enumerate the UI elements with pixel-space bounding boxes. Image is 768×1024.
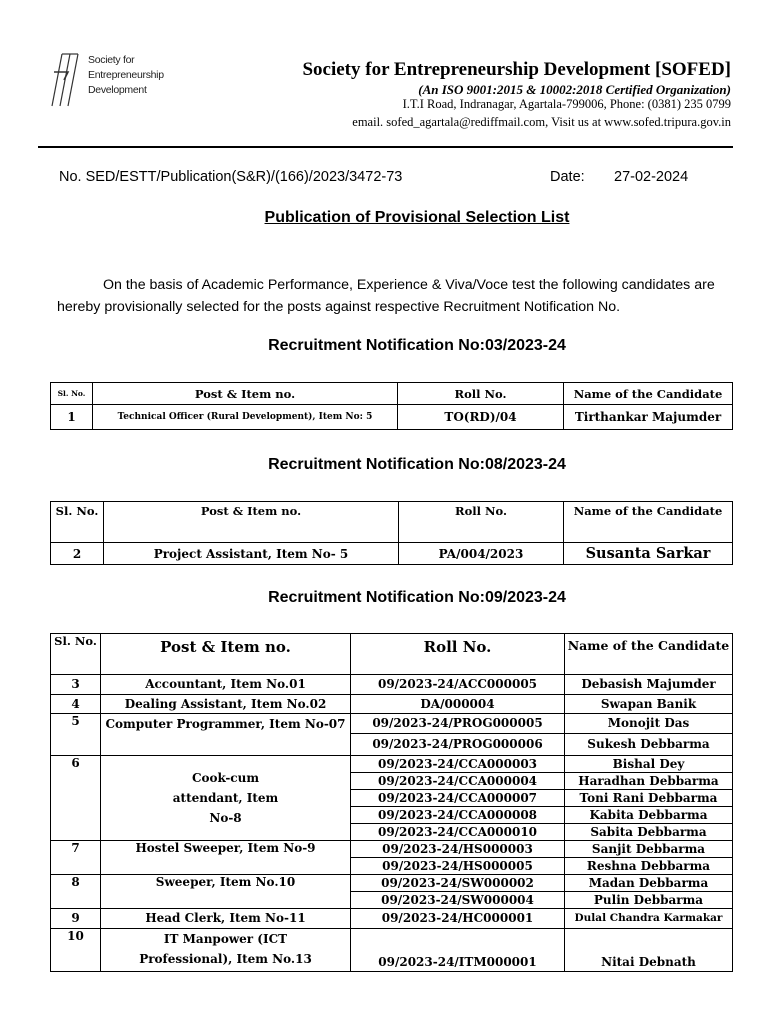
cell-sl: 5 xyxy=(51,714,101,756)
cell-name: Sanjit Debbarma xyxy=(565,841,733,858)
cell-name: Debasish Majumder xyxy=(565,675,733,695)
table-header-row xyxy=(51,634,733,675)
cell-name: Reshna Debbarma xyxy=(565,858,733,875)
cell-roll: 09/2023-24/CCA000003 xyxy=(351,756,565,773)
document-title: Publication of Provisional Selection List xyxy=(264,209,570,226)
cell-sl: 4 xyxy=(51,695,101,714)
col-name: Name of the Candidate xyxy=(564,383,733,405)
cell-name: Dulal Chandra Karmakar xyxy=(565,909,733,929)
col-sl-no: Sl. No. xyxy=(51,634,101,675)
cell-name: Kabita Debbarma xyxy=(565,807,733,824)
table-row xyxy=(51,909,733,929)
cell-roll: 09/2023-24/SW000002 xyxy=(351,875,565,892)
notification-heading-3: Recruitment Notification No:09/2023-24 xyxy=(268,589,566,606)
table-row xyxy=(51,675,733,695)
table-header-row xyxy=(51,383,733,405)
table-row xyxy=(51,695,733,714)
cell-roll: 09/2023-24/HS000003 xyxy=(351,841,565,858)
cell-roll: PA/004/2023 xyxy=(399,543,564,565)
date-label: Date: xyxy=(550,169,585,185)
cell-roll: 09/2023-24/PROG000005 xyxy=(351,714,565,734)
cell-sl: 1 xyxy=(51,405,93,430)
org-email-website: email. sofed_agartala@rediffmail.com, Visit us at www.sofed.tripura.gov.in xyxy=(352,115,731,129)
col-name: Name of the Candidate xyxy=(564,502,733,543)
cell-name: Madan Debbarma xyxy=(565,875,733,892)
cell-roll: DA/000004 xyxy=(351,695,565,714)
cell-post: Project Assistant, Item No- 5 xyxy=(104,543,399,565)
col-roll: Roll No. xyxy=(351,634,565,675)
cell-post: Accountant, Item No.01 xyxy=(101,675,351,695)
table-header-row xyxy=(51,502,733,543)
cell-post: Technical Officer (Rural Development), Item No: 5 xyxy=(93,405,398,430)
col-roll: Roll No. xyxy=(398,383,564,405)
cell-roll: 09/2023-24/HC000001 xyxy=(351,909,565,929)
col-name: Name of the Candidate xyxy=(565,634,733,675)
cell-sl: 8 xyxy=(51,875,101,909)
cell-roll: 09/2023-24/ACC000005 xyxy=(351,675,565,695)
cell-sl: 6 xyxy=(51,756,101,841)
cell-name: Nitai Debnath xyxy=(565,929,733,972)
table-row xyxy=(51,841,733,858)
table-row xyxy=(51,543,733,565)
table-row xyxy=(51,714,733,734)
col-sl-no: Sl. No. xyxy=(51,383,93,405)
cell-post: Computer Programmer, Item No-07 xyxy=(101,714,351,756)
cell-name: Tirthankar Majumder xyxy=(564,405,733,430)
table-row xyxy=(51,405,733,430)
cell-name: Sabita Debbarma xyxy=(565,824,733,841)
cell-roll: 09/2023-24/CCA000004 xyxy=(351,773,565,790)
col-post: Post & Item no. xyxy=(93,383,398,405)
header-divider xyxy=(38,146,733,148)
logo-text: Society for Entrepreneurship Development xyxy=(88,54,164,96)
cell-name: Swapan Banik xyxy=(565,695,733,714)
intro-paragraph xyxy=(57,274,737,318)
cell-roll: 09/2023-24/PROG000006 xyxy=(351,734,565,756)
cell-roll: 09/2023-24/SW000004 xyxy=(351,892,565,909)
cell-sl: 2 xyxy=(51,543,104,565)
notification-heading-2: Recruitment Notification No:08/2023-24 xyxy=(268,456,566,473)
cell-name: Haradhan Debbarma xyxy=(565,773,733,790)
cell-roll: 09/2023-24/CCA000008 xyxy=(351,807,565,824)
table-row xyxy=(51,929,733,972)
cell-sl: 7 xyxy=(51,841,101,875)
org-name: Society for Entrepreneurship Development [SOFED] xyxy=(302,59,731,80)
org-address: I.T.I Road, Indranagar, Agartala-799006, Phone: (0381) 235 0799 xyxy=(402,97,731,111)
col-roll: Roll No. xyxy=(399,502,564,543)
intro-text: On the basis of Academic Performance, Experience & Viva/Voce test the following candidates are hereby provisionally selected for the posts against respective Recruitment Notification No. xyxy=(57,277,715,315)
cell-roll: TO(RD)/04 xyxy=(398,405,564,430)
cell-roll: 09/2023-24/ITM000001 xyxy=(351,929,565,972)
cell-post: IT Manpower (ICT Professional), Item No.13 xyxy=(101,929,351,972)
cell-post xyxy=(101,756,351,841)
cell-name: Toni Rani Debbarma xyxy=(565,790,733,807)
cell-post: Hostel Sweeper, Item No-9 xyxy=(101,841,351,875)
table-row xyxy=(51,875,733,892)
cell-post: Sweeper, Item No.10 xyxy=(101,875,351,909)
selection-table-1 xyxy=(50,382,733,430)
cell-roll: 09/2023-24/CCA000010 xyxy=(351,824,565,841)
col-post: Post & Item no. xyxy=(104,502,399,543)
cell-sl: 9 xyxy=(51,909,101,929)
sofed-logo-icon xyxy=(48,50,88,110)
cell-post-text: Cook-cum attendant, Item No-8 xyxy=(172,771,279,825)
cell-name: Sukesh Debbarma xyxy=(565,734,733,756)
selection-table-2 xyxy=(50,501,733,565)
reference-number: No. SED/ESTT/Publication(S&R)/(166)/2023/3472-73 xyxy=(59,169,403,185)
org-certification: (An ISO 9001:2015 & 10002:2018 Certified Organization) xyxy=(418,82,731,97)
cell-sl: 3 xyxy=(51,675,101,695)
cell-name: Bishal Dey xyxy=(565,756,733,773)
col-sl-no: Sl. No. xyxy=(51,502,104,543)
cell-post: Head Clerk, Item No-11 xyxy=(101,909,351,929)
table-row xyxy=(51,756,733,773)
date-value: 27-02-2024 xyxy=(614,169,689,185)
cell-sl: 10 xyxy=(51,929,101,972)
col-post: Post & Item no. xyxy=(101,634,351,675)
cell-post: Dealing Assistant, Item No.02 xyxy=(101,695,351,714)
cell-roll: 09/2023-24/HS000005 xyxy=(351,858,565,875)
cell-name: Pulin Debbarma xyxy=(565,892,733,909)
cell-name: Monojit Das xyxy=(565,714,733,734)
selection-table-3 xyxy=(50,633,733,972)
notification-heading-1: Recruitment Notification No:03/2023-24 xyxy=(268,337,566,354)
cell-roll: 09/2023-24/CCA000007 xyxy=(351,790,565,807)
cell-name: Susanta Sarkar xyxy=(564,543,733,565)
